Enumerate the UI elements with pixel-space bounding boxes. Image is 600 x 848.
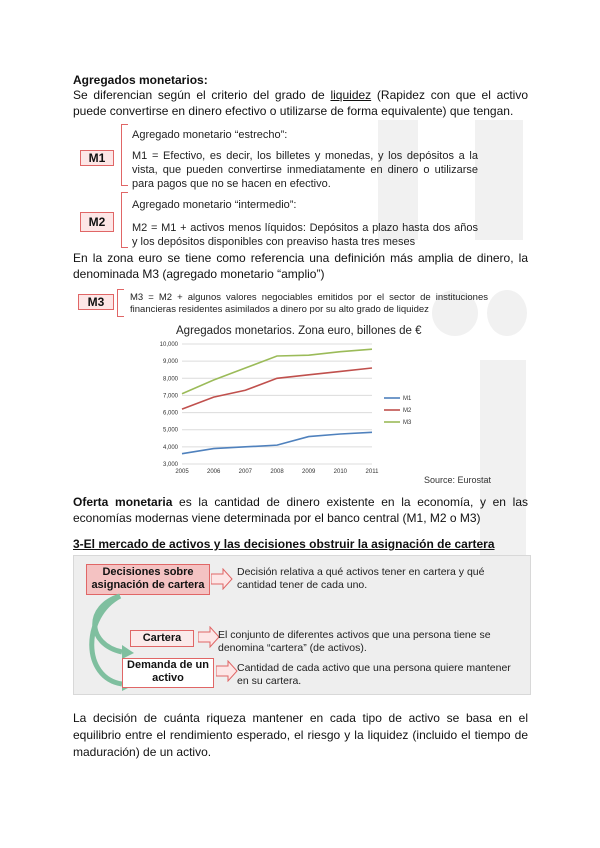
demanda-text: Cantidad de cada activo que una persona quiere mantener en su cartera. (237, 662, 511, 687)
series-line-m2 (182, 368, 372, 409)
arrow-right-icon (198, 626, 220, 648)
x-tick-label: 2006 (206, 469, 221, 475)
y-tick-label: 3,000 (162, 462, 178, 468)
watermark-bar-right (475, 120, 523, 240)
y-tick-label: 4,000 (162, 444, 178, 451)
decisiones-text: Decisión relativa a qué activos tener en cartera y qué cantidad tener de cada uno. (237, 566, 485, 591)
watermark-dot-2 (487, 290, 527, 336)
m2-label: M2 (88, 215, 106, 229)
arrow-right-icon (216, 660, 238, 682)
series-line-m1 (182, 432, 372, 453)
oferta-text: es la cantidad de dinero existente en la economía, y en las economías modernas viene determinada por el banco central (M1, M2 o M3) (73, 495, 528, 525)
m2-bracket (121, 192, 128, 248)
m2-title: Agregado monetario “intermedio”: (132, 199, 297, 211)
demanda-label: Demanda de un activo (127, 659, 209, 684)
m1-title: Agregado monetario “estrecho”: (132, 129, 288, 141)
line-chart (150, 336, 450, 488)
legend-label-m3: M3 (403, 420, 412, 426)
chart-title: Agregados monetarios. Zona euro, billones de € (176, 325, 422, 337)
y-tick-label: 9,000 (162, 359, 178, 366)
euro-zone-paragraph: En la zona euro se tiene como referencia una definición más amplia de dinero, la denominada M3 (agregado monetario “amplio”) (73, 251, 528, 281)
chart-source: Source: Eurostat (424, 475, 492, 485)
intro-post: (Rapidez con que el activo puede convertirse en dinero efectivo o utilizarse de forma equivalente) que tengan. (73, 88, 528, 118)
m3-label: M3 (87, 295, 105, 309)
cartera-box (130, 630, 194, 647)
m1-label: M1 (88, 151, 106, 165)
cartera-text: El conjunto de diferentes activos que una persona tiene se denomina “cartera” (de activos). (218, 629, 491, 654)
oferta-term: Oferta monetaria (73, 495, 173, 509)
closing-paragraph: La decisión de cuánta riqueza mantener en cada tipo de activo se basa en el equilibrio entre el rendimiento esperado, el riesgo y la liquidez (incluido el tiempo de maduración) de un activo. (73, 711, 528, 759)
liquidez-link: liquidez (330, 88, 372, 102)
legend-label-m2: M2 (403, 408, 412, 414)
m3-label-box (78, 294, 114, 310)
legend-label-m1: M1 (403, 396, 412, 402)
x-tick-label: 2009 (301, 469, 316, 475)
y-tick-label: 10,000 (159, 342, 178, 348)
intro-paragraph (73, 87, 528, 119)
m3-bracket (117, 289, 124, 317)
x-tick-label: 2010 (333, 469, 348, 475)
decisiones-box (86, 564, 210, 595)
y-tick-label: 8,000 (162, 376, 178, 383)
x-tick-label: 2007 (238, 469, 253, 475)
section-title: 3-El mercado de activos y las decisiones obstruir la asignación de cartera (73, 537, 495, 551)
m1-bracket (121, 124, 128, 186)
m3-definition: M3 = M2 + algunos valores negociables emitidos por el sector de instituciones financieras residentes asimilados a dinero por su alto grado de liquidez (130, 292, 488, 315)
arrow-right-icon (211, 568, 233, 590)
m1-label-box (80, 150, 114, 166)
decisiones-label: Decisiones sobre asignación de cartera (91, 566, 205, 591)
heading: Agregados monetarios: (73, 73, 208, 87)
x-tick-label: 2008 (270, 469, 284, 475)
y-tick-label: 7,000 (162, 393, 178, 400)
y-tick-label: 6,000 (162, 410, 178, 417)
cartera-label: Cartera (142, 632, 182, 644)
m1-definition: M1 = Efectivo, es decir, los billetes y monedas, y los depósitos a la vista, que pueden convertirse inmediatamente en dinero o utilizarse para pagos que no se hacen en efectivo. (132, 150, 478, 190)
oferta-paragraph (73, 494, 528, 526)
demanda-box (122, 658, 214, 688)
m2-definition: M2 = M1 + activos menos líquidos: Depósitos a plazo hasta dos años y los depósitos disponibles con preaviso hasta tres meses (132, 222, 478, 248)
portfolio-diagram (73, 555, 531, 695)
x-tick-label: 2005 (175, 469, 189, 475)
intro-pre: Se diferencian según el criterio del grado de (73, 88, 331, 102)
y-tick-label: 5,000 (162, 427, 178, 434)
x-tick-label: 2011 (365, 469, 379, 475)
m2-label-box (80, 212, 114, 232)
